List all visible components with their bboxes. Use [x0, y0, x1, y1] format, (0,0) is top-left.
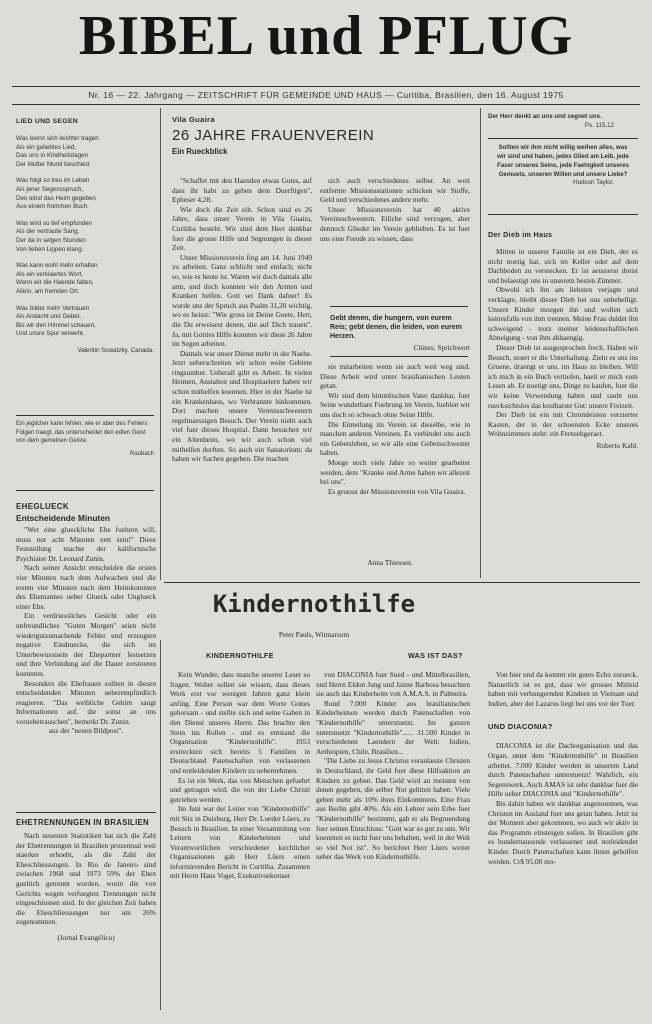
frauenverein-signature: Anna Thiessen.	[367, 558, 413, 567]
dieb-title: Der Dieb im Haus	[488, 230, 553, 239]
kindernothilfe-title: Kindernothilfe	[212, 590, 416, 618]
kindernothilfe-col1	[170, 670, 310, 881]
eheglueck-title: Entscheidende Minuten	[16, 513, 110, 523]
paragraph: Obwohl ich ihn am liebsten verjagte und verklagte, bleibt dieser Dieb bei uns unbehelligt. Unsere Kinder moegen ihn und wollen sich keinesfalls von ihm trennen. Meine Frau duldet ihn schweigend - trotz meiner leidenschaftlichen Abneigung - von ihm abhaengig.	[488, 285, 638, 343]
poem-stanza: Was folgt so treu im Leben Als jener Segensspruch, Den einst das Heim gegeben Aus einem frommen Buch.	[16, 177, 96, 211]
dieb-body	[488, 247, 638, 439]
poem-title: LIED UND SEGEN	[16, 118, 78, 125]
column-rule-3	[160, 640, 161, 1010]
diaconia-body	[488, 741, 638, 866]
ehetrennungen-body	[16, 831, 156, 927]
bible-verse-ref: Ps. 115,12	[584, 121, 614, 129]
diaconia-title: UND DIACONIA?	[488, 722, 553, 732]
poem-stanzas	[16, 135, 154, 339]
taylor-quote	[494, 143, 632, 188]
paragraph: Ein verdriessliches Gesicht oder ein unfreundliches "Guten Morgen" seien nicht wiedergutzumachende Fehler und erzeugten negative Eindruecke, die sich im Unterbewusstsein der Ehepartner festsetzen und ihre Verbindung auf die Dauer zerstoeren koennten.	[16, 611, 156, 678]
divider	[488, 138, 638, 139]
eheglueck-source: aus der "neuen Bildpost".	[48, 726, 124, 736]
paragraph: Bis dahin haben wir dankbar angenommen, was Christen im Ausland fuer uns getan haben. Jetzt ist der Moment aber gekommen, wo auch wir aktiv in das Programm einsteigen sollen. In Brasilien gibt es hunderttausende verlassener und notleidender Kinder. Durch Patenschaften kann ihnen geholfen werden. Cr$ 95,00 mo-	[488, 798, 638, 866]
paragraph: "Wer eine glueckliche Ehe fuehren will, muss nur acht Minuten nett sein!" Diese Feststellung machte der kalifornische Psychiater Dr. Leonard Zunin.	[16, 525, 156, 563]
bible-verse-text: Der Herr denkt an uns und segnet uns.	[488, 113, 602, 120]
ehetrennungen-article	[16, 818, 156, 943]
frauenverein-col1	[172, 176, 312, 464]
masthead-title: BIBEL und PFLUG	[78, 5, 574, 67]
ehetrennungen-title: EHETRENNUNGEN IN BRASILIEN	[16, 818, 149, 827]
kindernothilfe-byline: Peter Pauls, Witmarsum	[278, 630, 350, 639]
ehetrennungen-source: (Jornal Evangélico)	[57, 932, 115, 942]
paragraph: Damals war unser Dienst mehr in der Naehe. Jetzt ueberschreiten wir schon weite Gebiete ringsumher. Ueberall gibt es Arbeit. In vielen Heimen, Anstalten und Hospitaelern haben wir schon mithelfen koennen. Hier in der Naehe ist ein Krankenhaus, wo Verbrannte hinkommen. Dort machen unsere Vereinsschwestern regelmaessigen Besuch. Der Verein nieht auch viel fuer dieses Hospital. Dann besuchen wir ein Altenheim, wo wir auch schon viel mithelfen durften. So auch ein Sanatorium; da haben wir Sachen gegeben. Die machen	[172, 348, 312, 464]
poem-stanza: Was wird so tief empfunden Als der vertraute Sang, Der da in selgen Stunden Von lieben Lippen klang.	[16, 219, 93, 253]
paragraph: DIACONIA ist die Dachorganisation und das Organ, unter dem "Kindernothilfe" in Brasilien arbeitet. 7.000 Kinder werden in unserem Land durch Patenschaften unterstuetzt! Wahrlich, ein Segenswerk. Auch AMAS ist sehr dankbar fuer die Hilfe ueber DIACONIA und "Kindernothilfe".	[488, 741, 638, 799]
eheglueck-kicker: EHEGLUECK	[16, 502, 69, 511]
proverb-box	[330, 314, 470, 353]
ehetrennungen-paragraph: Nach neuesten Statistiken hat sich die Zahl der Ehetrennungen in Brasilien prozentual weit staerker erhoeht, als die Zahl der Eheschliessungen. In Rio de Janeiro sind zwischen 1968 und 1973 59% der Ehen gueltich getrennt worden, worin die von Gerichts wegen verfuegten Trennungen nicht eingeschlossen sind. In der gleichen Zeit haben die Eheschliessungen nur um 26% zugenommen.	[16, 831, 156, 927]
paragraph: Die Einteilung im Verein ist dieselbe, wie in manchen anderen Vereinen. Es verbindet uns auch ein Gebetsleben, so wir alle eine Gebetsschwester haben.	[320, 419, 470, 458]
poem-stanza: Was leerst sich leichter tragen Als ein geliebtes Lied, Das uns in Kindheitstagen Der Mutter Mund beschied.	[16, 135, 99, 168]
divider	[164, 582, 640, 583]
dieb-article	[488, 230, 638, 450]
paragraph: Moege noch viele Jahre so weiter gearbeitet werden, dem "Kranke und Arme haben wir allezeit bei uns".	[320, 457, 470, 487]
frauenverein-subtitle: Ein Rueckblick	[172, 147, 228, 156]
paragraph: Besonders die Ehefrauen sollten in diesen entscheidenden Minuten ueberempfindlich reagieren. "Das weibliche Gehirn saugt Informationen auf, die sonst an uns vorueberrauschen", bemerkt Dr. Zunin.	[16, 678, 156, 726]
divider	[330, 306, 468, 307]
paragraph: Rund 7.000 Kinder aus brasilianischen Kinderheimen werden durch Patenschaften von "Kindernothilfe" unterstuetzt. Im ganzen unterstuetzt "Kindernothilfe"...... 31.500 Kinder in verschiedenen Laendern der Welt: Indien, Aethiopien, Chile, Brasilien...	[316, 698, 470, 756]
divider	[16, 490, 154, 491]
paragraph: Es gruesst der Missionsverein von Vila Guaira.	[328, 486, 466, 496]
poem-block	[16, 118, 154, 355]
paragraph: Mitten in unserer Familie ist ein Dieb, der es nicht noetig hat, sich im Keller oder auf dem Dachboden zu verstecken. Er ist aeusserst dreist und belaestigt uns in unserem besten Zimmer.	[488, 247, 638, 285]
divider	[330, 356, 468, 357]
kindernothilfe-subhead-left: KINDERNOTHILFE	[206, 651, 274, 660]
frauenverein-title: 26 JAHRE FRAUENVEREIN	[172, 127, 375, 144]
frauenverein-header	[172, 115, 472, 156]
raubach-quote	[16, 420, 154, 458]
divider	[488, 214, 638, 215]
paragraph: Im Juni war der Leiter von "Kindernothilfe" mit Sitz in Duisburg, Herr Dr. Lueder Lüers, zu Besuch in Brasilien. In einer Versammlung von Leitern von Kinderheimen und Verantwortlichen verschiedener kirchlicher Organisationen gab Herr Lüers einen informierenden Bericht in Curitiba. Zusammen mit Herrn Hans Voget, Exekutivsekretaer	[170, 804, 310, 881]
masthead-rule-bottom	[12, 104, 640, 105]
poem-stanza: Was bildet mehr Vertrauen Als Andacht und Gebet, Bis wir den Himmel schauen, Und unsre Spur verweht.	[16, 304, 96, 338]
paragraph: Wie doch die Zeit eilt. Schon sind es 26 Jahre, dass unser Verein in Vila Guaira, Curitiba besteht. Wir sind dem Herr dankbar fuer die grosse Hilfe und Segnungen in dieser Zeit.	[172, 204, 312, 253]
taylor-text: Sollten wir ihm nicht willig weihen alles, was wir sind und haben, jedes Glied am Leib, jede Faser unseres Seins, jede Faehigkeit unseres Gemuets, unseren Willen und unsere Liebe?	[497, 144, 629, 178]
paragraph: Unser Missionsverein fing am 14. Juni 1949 zu arbeiten. Ganz schlicht und einfach; nicht so, wie es heute ist. Waren wir doch damals alle arm, und doch konnten wir den Armen und Kranken helfen. Gott sei Dank dafuer! Es wurde uns der Spruch aus Psalm 31,20 wichtig, wo es heisst: "Wie gross ist Deine Guete, Herr, die Du erweisest denen, die auf Dich trauen". Ja, mit Gotties Hilfe konnten wir diese 26 Jahre im Segen arbeiten.	[172, 252, 312, 349]
divider	[16, 415, 154, 416]
paragraph: sie mitarbeiten wenn sie auch weit weg sind. Diese Arbeit wird unter brasilianischen Leuten getan.	[320, 362, 470, 391]
kindernothilfe-col2	[316, 670, 470, 862]
paragraph: Es ist ein Werk, das von Menschen gefuehrt und getragen wird, die von der Liebe Christi getrieben werden.	[170, 775, 310, 804]
paragraph: Der Dieb ist ein mit Chromleisten verzierter Kasten, der in der schoensten Ecke unseres Wohnzimmers steht: ein Fernsehgeraet.	[488, 410, 638, 439]
kindernothilfe-col3	[488, 670, 638, 866]
bible-verse	[488, 113, 638, 130]
proverb-source: Chines. Sprichwort	[413, 343, 470, 352]
paragraph: Nach seiner Ansicht entscheiden die ersten vier Minuten nach dem Aufwachen und die ersten vier Minuten nach dem Heimkommen des Ehemannes ueber Glueck oder Unglueck einer Ehe.	[16, 563, 156, 611]
paragraph: Von hier und da kommt ein gutes Echo zurueck. Natuerlich ist es gut, dass wir grosses Mitleid haben mit verhungernden Kindern in Vietnam und Indien, aber der Lazarus liegt bei uns vor der Tuer.	[488, 670, 638, 708]
paragraph: "Schaffet mit den Haenden etwas Gutes, auf dass ihr habt zu geben dem Duerftigen", Epheser 4,28.	[172, 176, 312, 205]
frauenverein-kicker: Vila Guaira	[172, 115, 215, 124]
issue-line: Nr. 16 — 22. Jahrgang — ZEITSCHRIFT FÜR GEMEINDE UND HAUS — Curitiba, Brasilien, den 16. August 1975	[88, 90, 564, 100]
paragraph: "Die Liebe zu Jesus Christus veranlasste Christen in Deutschland, ihr Geld fuer diese Hilfsaktion an Kindern zu geben. Das Geld wird an meisten von denen gegeben, die selber Not gelitten haben. Viele geben mehr als 10% ihres Einkommens. Eine Frau aus Berlin gibt 40%. Als ein Lehrer sein Erbe fuer "Kindernothilfe" bestimmt, gab er als Begruendung fuer seinen Entschluss: "Gott war so gut zu uns. Wir koennten es nicht fuer uns behalten, weil in der Welt so viel Not ist". So berichtet Herr Lüers weiter ueber das Werk von Kindernothilfe.	[316, 756, 470, 862]
eheglueck-article	[16, 502, 156, 736]
masthead-rule-top	[12, 86, 640, 87]
frauenverein-col2-continued	[320, 362, 470, 496]
divider	[16, 812, 156, 813]
dieb-signature: Roberto Kahl.	[596, 440, 638, 450]
kindernothilfe-col3-body	[488, 670, 638, 708]
raubach-author: Raubach	[129, 450, 154, 457]
kindernothilfe-subhead-right: WAS IST DAS?	[408, 651, 463, 660]
paragraph: Dieser Dieb ist ausgesprochen frech. Haben wir Besuch, stoert er die Unterhaltung. Zieht es uns ins Gruene, draengt er uns, im Haus zu bleiben. Will ich mich in ein Buch vertiefen, haelt er mich vom Lesen ab. Er noetigt uns, Dinge zu kaufen, fuer die wir keine Verwendung haben und raubt uns ruecksichtslos das kostbarste Gut: unsere Freizeit.	[488, 342, 638, 410]
poem-stanza: Was kann wohl mehr erhalten Als ein verklaertes Wort, Wenn wir die Haende falten, Allein, am fremden Ort.	[16, 262, 98, 295]
paragraph: Unser Missionsverein hat 40 aktive Vereinsschwestern. Etliche sind verzogen, aber dennoch Glieder im Verein geblieben. Es ist fuer uns eine Freude zu wissen, dass	[320, 204, 470, 243]
frauenverein-col2	[320, 176, 470, 243]
eheglueck-body	[16, 525, 156, 726]
raubach-text: Ein jeglicher kann fehlen; wie er aber des Fehlers Folgen traegt, das unterscheidet den edlen Geist von dem gemeinen Geiste.	[16, 421, 148, 445]
proverb-text: Gebt denen, die hungern, von eurem Reis; gebt denen, die leiden, von eurem Herzen.	[330, 315, 462, 340]
paragraph: von DIACONIA fuer Sued - und Mittelbrasilien, und Herrn Eldon Jung und Jaime Barbosa besuchten sie auch das Kinderheim von A.M.A.S. in Palmeira.	[316, 670, 470, 699]
paragraph: sich auch verschiedenes selber. An weit entfernte Missionsstationen schicken wir Stoffe, Geld und verschiedenes andere mehr.	[320, 176, 470, 205]
poem-author: Valentin Sowatzky, Canada.	[77, 346, 154, 354]
paragraph: Wir sind dem himmlischen Vater dankbar, fuer Seine wunderbare Fuehrung im Verein, fuehlen wir uns doch so schwach ohne Seine Hilfe.	[320, 390, 470, 419]
column-rule-2	[480, 108, 481, 578]
column-rule-1	[160, 108, 161, 580]
paragraph: Kein Wunder, dass manche unserer Leser so fragen. Woher sollen sie wissen, dass dieses Werk erst vor wenigen Jahren ganz klein anfing. Eine Person war dem Worte Gottes gehorsam - und stellte sich und seine Gaben in den Dienst unseres Herrn. Das brachte den Stein ins Rollen - und es entstand die Organisation "Kindernothilfe". 1953 erstreckten sich bereits 5 Familien in Deutschland Patenschaften von verlassenen und notleidenden Kindern zu uebernehmen.	[170, 670, 310, 775]
taylor-author: Hudson Taylor.	[573, 179, 614, 186]
